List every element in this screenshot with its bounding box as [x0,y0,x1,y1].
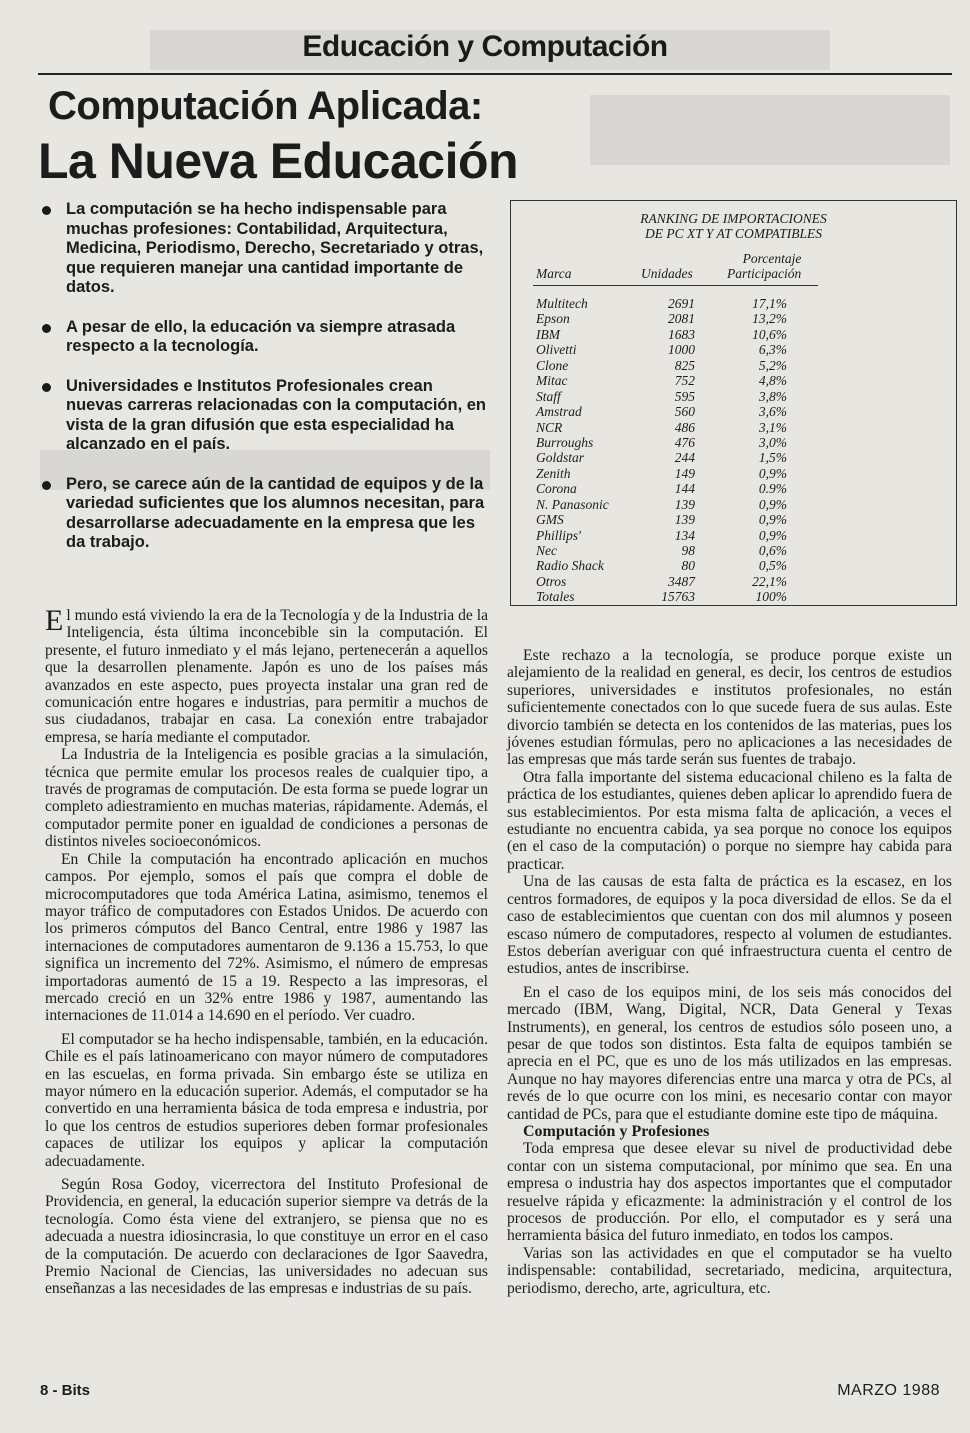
bullet-dot-icon [42,206,51,215]
subheading: Computación y Profesiones [523,1122,710,1140]
pct-cell: 0.9% [758,481,787,497]
table-row [511,389,956,404]
pct-cell: 0,9% [758,496,787,512]
article-title-line2: La Nueva Educación [38,133,519,189]
pct-cell: 4,8% [758,373,787,389]
brand-cell: Radio Shack [536,558,604,574]
table-title: RANKING DE IMPORTACIONES DE PC XT Y AT COMPATIBLES [640,211,827,241]
section-header: Educación y Computación [302,30,668,63]
column-header-pct-top: Porcentaje [742,251,802,266]
page-number: 8 - Bits [40,1382,91,1399]
units-cell: 1683 [668,326,695,342]
paragraph: La Industria de la Inteligencia es posible gracias a la simulación, técnica que permite emular los procesos reales de cualquier tipo, a través de programas de computación. De esta forma se puede lograr un completo adiestramiento en muchas materias, rápidamente. Además, el computador permite poner en igualdad de condiciones a personas de distintos niveles socioeconómicos. [45,746,488,851]
table-row [511,589,956,604]
table-row [511,435,956,450]
table-row [511,373,956,388]
brand-cell: N. Panasonic [536,496,609,512]
brand-cell: Otros [536,573,567,589]
units-cell: 560 [674,404,695,420]
issue-date: MARZO 1988 [837,1382,940,1399]
units-cell: 144 [674,481,695,497]
brand-cell: Amstrad [536,404,582,420]
paragraph: En el caso de los equipos mini, de los seis más conocidos del mercado (IBM, Wang, Digital, NCR, Data General y Texas Instruments), en general, los centros de estudios sólo poseen uno, a pesar de que todos son distintos. Esta falta de equipos también se aprecia en el PC, que es uno de los más utilizados en las empresas. Aunque no hay mayores diferencias entre una marca y otra de PCs, al revés de lo que ocurre con los mini, es necesario contar con mayor cantidad de PCs, para que el estudiante domine este tipo de máquina. [507,983,952,1123]
brand-cell: Mitac [536,373,568,389]
table-row [511,311,956,326]
pct-cell: 17,1% [752,296,787,311]
paragraph: Según Rosa Godoy, vicerrectora del Instituto Profesional de Providencia, en general, la educación superior siempre va detrás de la tecnología. Como ésta viene del extranjero, se piensa que no es adecuada a nuestra idiosincrasia, lo que constituye un error en el caso de la computación. De acuerdo con declaraciones de Igor Saavedra, Premio Nacional de Ciencias, las universidades no adecuan sus enseñanzas a las necesidades de las empresas e industrias de su país. [45,1176,488,1298]
pct-cell: 5,2% [758,357,787,373]
paragraph: Otra falla importante del sistema educacional chileno es la falta de práctica de los estudiantes, quienes deben aplicar lo aprendido fuera de sus establecimientos. Por esta misma falta de aplicación, a veces el estudiante no encuentra cabida, ya sea porque no conoce los equipos (en el caso de la computación) o porque no siempre hay cabida para practicar. [507,768,952,873]
summary-bullets [40,200,490,573]
brand-cell: Nec [536,543,557,558]
units-cell: 134 [674,527,695,543]
pct-cell: 100% [755,589,787,605]
table-row [511,466,956,481]
left-column [45,604,488,1298]
pct-cell: 3,8% [758,388,787,404]
brand-cell: IBM [536,326,560,342]
bullet-item [40,318,490,357]
bullet-item [40,200,490,298]
paragraph: Este rechazo a la tecnología, se produce porque existe un alejamiento de la realidad en general, es decir, los centros de estudios superiores, universidades e institutos profesionales, no están suficientemente conectados con lo que sucede fuera de sus aulas. Este divorcio también se detecta en los contenidos de las materias, pues los jóvenes estudian fórmulas, pero no aplicaciones a las necesidades de las empresas que más tarde serán sus fuentes de trabajo. [507,647,952,769]
import-ranking-table [510,200,957,606]
table-row [511,296,956,311]
table-row [511,450,956,465]
article-title-line1: Computación Aplicada: [48,84,483,128]
pct-cell: 10,6% [752,326,787,342]
table-row [511,404,956,419]
pct-cell: 3,1% [758,419,787,435]
units-cell: 149 [674,465,695,481]
brand-cell: Epson [536,311,570,327]
bullet-text: A pesar de ello, la educación va siempre atrasada respecto a la tecnología. [66,317,456,355]
brand-cell: Multitech [536,296,588,311]
column-header-units: Unidades [641,266,693,281]
brand-cell: Corona [536,481,577,497]
pct-cell: 6,3% [758,342,787,358]
paragraph: Varias son las actividades en que el computador se ha vuelto indispensable: contabilidad, secretariado, medicina, arquitectura, periodismo, derecho, arte, agricultura, etc. [507,1244,952,1297]
brand-cell: GMS [536,512,564,528]
paragraph: Toda empresa que desee elevar su nivel de productividad debe contar con un sistema computacional, por mínimo que sea. En una empresa o industria hay dos aspectos importantes que el computador resuelve rápida y eficazmente: la administración y el control de los procesos de producción. Por ello, el computador es y será una herramienta básica del futuro inmediato, en todos los campos. [507,1140,952,1245]
brand-cell: Burroughs [536,434,594,450]
table-header-rule [533,285,818,286]
brand-cell: Totales [536,589,575,605]
pct-cell: 13,2% [752,311,787,327]
paragraph: El computador se ha hecho indispensable, también, en la educación. Chile es el país latinoamericano con mayor número de computadores en las escuelas, en forma privada. Sin embargo éste se utiliza en mayor número en la educación superior. Además, el computador se ha convertido en una herramienta básica de toda empresa e industria, por lo que los centros de estudios superiores deben formar profesionales capaces de utilizar los equipos y aplicar la computación adecuadamente. [45,1030,488,1170]
bullet-text: Pero, se carece aún de la cantidad de equipos y de la variedad suficientes que los alumnos necesitan, para desarrollarse adecuadamente en la empresa que les da trabajo. [66,474,485,551]
pct-cell: 0,5% [758,558,787,574]
bullet-item [40,475,490,553]
table-body [511,296,956,605]
drop-cap: E [45,604,64,637]
brand-cell: Phillips' [536,527,581,543]
table-row [511,327,956,342]
units-cell: 486 [674,419,695,435]
bullet-text: Universidades e Institutos Profesionales crean nuevas carreras relacionadas con la computación, en vista de la gran difusión que esta especialidad ha alcanzado en el país. [66,376,487,453]
column-header-brand: Marca [536,266,572,281]
pct-cell: 0,6% [758,543,787,558]
brand-cell: Staff [536,388,561,404]
brand-cell: Clone [536,357,569,373]
table-row [511,512,956,527]
units-cell: 139 [674,512,695,528]
column-header-pct: Participación [727,266,802,281]
pct-cell: 3,6% [758,404,787,420]
units-cell: 244 [674,450,695,466]
bullet-item [40,377,490,455]
pct-cell: 3,0% [758,434,787,450]
table-row [511,528,956,543]
paragraph: En Chile la computación ha encontrado aplicación en muchos campos. Por ejemplo, somos el país que compra el doble de microcomputadores que toda América Latina, asimismo, tenemos el mayor tráfico de computadores con Estados Unidos. De acuerdo con los primeros cómputos del Banco Central, entre 1986 y 1987 las internaciones de computadores aumentaron de 9.136 a 15.753, lo que significa un incremento del 72%. Asimismo, el número de empresas importadoras aumentó de 15 a 19. Respecto a las impresoras, el mercado creció en un 32% entre 1986 y 1987, aumentando las internaciones de 11.014 a 14.690 en el período. Ver cuadro. [45,850,488,1025]
units-cell: 2691 [668,296,695,311]
units-cell: 752 [674,373,695,389]
units-cell: 80 [681,558,695,574]
paragraph: El mundo está viviendo la era de la Tecnología y de la Industria de la Inteligencia, ésta última inconcebible sin la computación. El presente, el futuro inmediato y el más lejano, pertenecerán a aquellos que la desarrollen plenamente. Japón es uno de los países más avanzados en este aspecto, pues proyecta instalar una gran red de comunicación entre hogares e industrias, para permitir a muchos de sus ciudadanos, trabajar en casa. La conexión entre trabajador empresa, se haría mediante el computador. [45,604,488,746]
bullet-text: La computación se ha hecho indispensable para muchas profesiones: Contabilidad, Arquitectura, Medicina, Periodismo, Derecho, Secretariado y otras, que requieren manejar una cantidad importante de datos. [66,200,484,296]
table-row [511,358,956,373]
pct-cell: 0,9% [758,527,787,543]
units-cell: 1000 [668,342,695,358]
brand-cell: Zenith [536,465,571,481]
brand-cell: Olivetti [536,342,577,358]
brand-cell: NCR [536,419,563,435]
paragraph: Una de las causas de esta falta de práctica es la escasez, en los centros formadores, de equipos y la poca diversidad de ellos. Se da el caso de establecimientos que cuentan con dos mil alumnos y poseen escaso número de computadores, respecto al volumen de estudiantes. Estos deberían averiguar con qué infraestructura cuenta el centro de estudios, antes de inscribirse. [507,873,952,978]
bullet-dot-icon [42,383,51,392]
table-row [511,574,956,589]
units-cell: 15763 [661,589,695,605]
pct-cell: 0,9% [758,465,787,481]
units-cell: 2081 [668,311,695,327]
units-cell: 825 [674,357,695,373]
table-row [511,481,956,496]
pct-cell: 22,1% [752,573,787,589]
table-row [511,497,956,512]
pct-cell: 0,9% [758,512,787,528]
right-column [507,647,952,1297]
show-through-shape [590,95,950,165]
bullet-dot-icon [42,481,51,490]
table-row [511,558,956,573]
units-cell: 98 [681,543,695,558]
units-cell: 139 [674,496,695,512]
table-row [511,543,956,558]
header-rule [38,73,952,75]
bullet-dot-icon [42,324,51,333]
units-cell: 476 [674,434,695,450]
table-row [511,420,956,435]
table-row [511,342,956,357]
pct-cell: 1,5% [758,450,787,466]
units-cell: 3487 [668,573,695,589]
brand-cell: Goldstar [536,450,585,466]
units-cell: 595 [674,388,695,404]
